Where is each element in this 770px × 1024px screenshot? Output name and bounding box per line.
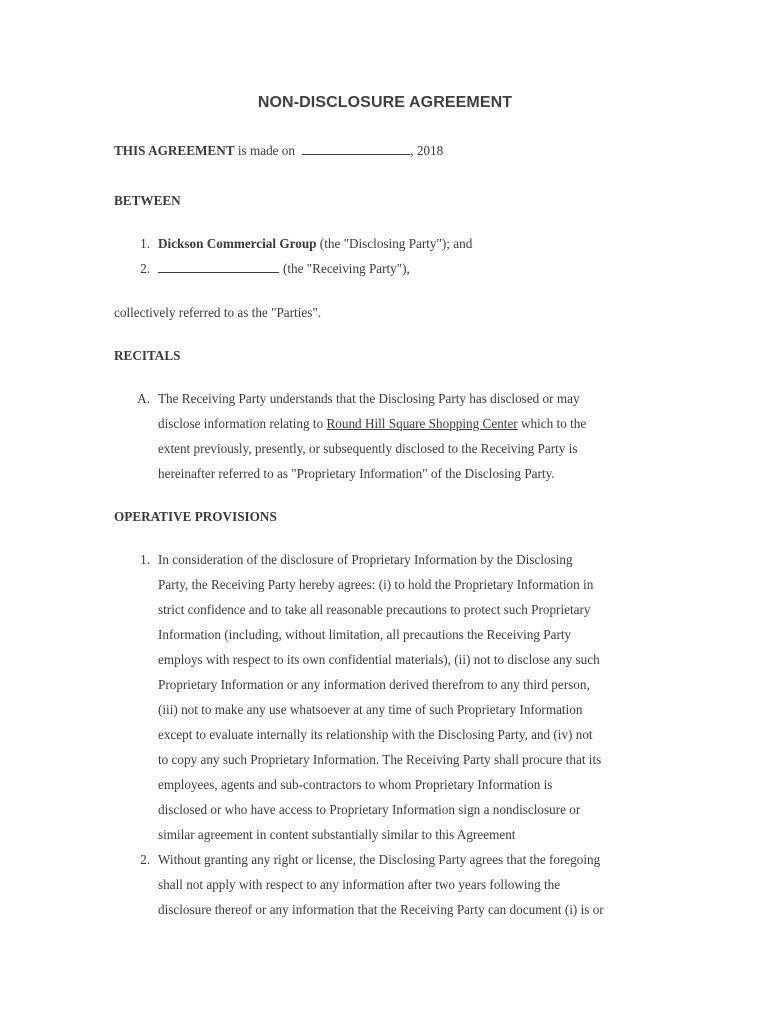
party1-role: (the "Disclosing Party"); and bbox=[316, 236, 473, 251]
intro-year: , 2018 bbox=[410, 143, 444, 158]
provision-line: Proprietary Information or any information derived therefrom to any third person, bbox=[158, 677, 590, 692]
receiving-party-blank-field[interactable] bbox=[158, 261, 279, 273]
recitals-heading: RECITALS bbox=[114, 348, 181, 363]
provision-2-number: 2. bbox=[140, 852, 150, 867]
document-title: NON-DISCLOSURE AGREEMENT bbox=[257, 94, 513, 111]
date-blank-field[interactable] bbox=[302, 143, 410, 155]
intro-label: THIS AGREEMENT bbox=[114, 143, 235, 158]
recital-line-before: disclose information relating to bbox=[158, 416, 327, 431]
intro-text: is made on bbox=[234, 143, 299, 158]
provision-2-paragraph bbox=[158, 852, 668, 927]
between-heading: BETWEEN bbox=[114, 193, 181, 208]
recital-line: hereinafter referred to as "Proprietary Information" of the Disclosing Party. bbox=[158, 466, 555, 481]
provision-line: Without granting any right or license, the Disclosing Party agrees that the foregoing bbox=[158, 852, 601, 867]
party2-number: 2. bbox=[140, 261, 150, 276]
provision-line: employs with respect to its own confidential materials), (ii) not to disclose any such bbox=[158, 652, 600, 667]
provision-1-number: 1. bbox=[140, 552, 150, 567]
recital-line: The Receiving Party understands that the Disclosing Party has disclosed or may bbox=[158, 391, 580, 406]
provision-line: Information (including, without limitation, all precautions the Receiving Party bbox=[158, 627, 572, 642]
party2-role: (the "Receiving Party"), bbox=[283, 261, 410, 276]
provision-1-paragraph bbox=[158, 552, 668, 852]
provision-line: similar agreement in content substantially similar to this Agreement bbox=[158, 827, 516, 842]
recital-letter: A. bbox=[137, 391, 150, 406]
agreement-intro bbox=[114, 143, 443, 159]
party2-line bbox=[158, 261, 410, 277]
operative-heading: OPERATIVE PROVISIONS bbox=[114, 509, 277, 524]
recital-line-after: which to the bbox=[517, 416, 587, 431]
provision-line: except to evaluate internally its relationship with the Disclosing Party, and (iv) not bbox=[158, 727, 593, 742]
provision-line: In consideration of the disclosure of Proprietary Information by the Disclosing bbox=[158, 552, 573, 567]
recital-a-paragraph bbox=[158, 391, 668, 491]
recital-line: extent previously, presently, or subsequently disclosed to the Receiving Party is bbox=[158, 441, 578, 456]
provision-line: to copy any such Proprietary Information. The Receiving Party shall procure that its bbox=[158, 752, 602, 767]
party1-name: Dickson Commercial Group bbox=[158, 236, 317, 251]
provision-line: strict confidence and to take all reasonable precautions to protect such Proprietary bbox=[158, 602, 591, 617]
provision-line: shall not apply with respect to any information after two years following the bbox=[158, 877, 561, 892]
property-link[interactable]: Round Hill Square Shopping Center bbox=[326, 416, 518, 431]
recital-line bbox=[158, 416, 668, 441]
party1-number: 1. bbox=[140, 236, 150, 251]
provision-line: (iii) not to make any use whatsoever at any time of such Proprietary Information bbox=[158, 702, 583, 717]
provision-line: employees, agents and sub-contractors to whom Proprietary Information is bbox=[158, 777, 553, 792]
party1-line bbox=[158, 236, 472, 252]
provision-line: disclosure thereof or any information that the Receiving Party can document (i) is or bbox=[158, 902, 604, 917]
provision-line: Party, the Receiving Party hereby agrees: (i) to hold the Proprietary Information in bbox=[158, 577, 594, 592]
collectively-text: collectively referred to as the "Parties". bbox=[114, 305, 322, 320]
provision-line: disclosed or who have access to Proprietary Information sign a nondisclosure or bbox=[158, 802, 581, 817]
